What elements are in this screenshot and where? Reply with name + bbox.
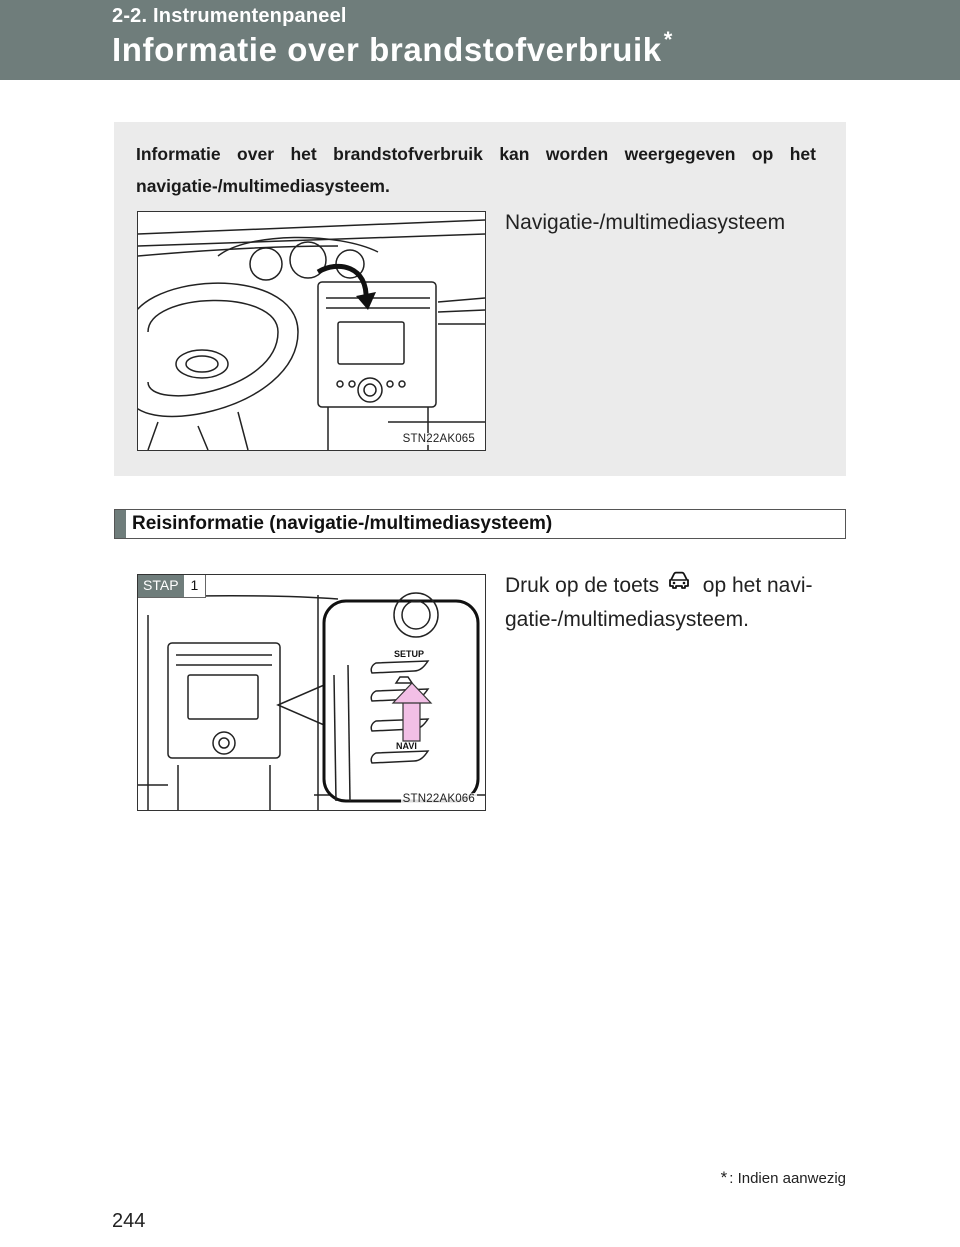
subsection-header (114, 509, 846, 539)
figure-caption: Navigatie-/multimediasysteem (505, 211, 786, 234)
page-header (0, 0, 960, 80)
step-text-after: op het navi-gatie-/multimediasysteem. (505, 574, 813, 632)
figure-code: STN22AK065 (402, 433, 475, 445)
footnote (721, 1168, 846, 1188)
subsection-title: Reisinformatie (navigatie-/multimediasysteem) (132, 513, 553, 534)
page-title-text: Informatie over brandstofverbruik (112, 31, 662, 68)
step-illustration (137, 574, 486, 811)
setup-label: SETUP (394, 649, 425, 659)
step-badge-label: STAP (138, 575, 184, 597)
car-icon (667, 567, 691, 601)
step-badge (138, 575, 206, 598)
intro-text: Informatie over het brandstofverbruik kan worden weergegeven op het navigatie-/multimediasysteem. (136, 144, 816, 196)
footnote-text: : Indien aanwezig (729, 1170, 846, 1187)
step-instruction (505, 569, 845, 637)
dashboard-illustration (137, 211, 486, 451)
footnote-asterisk: * (720, 1168, 728, 1187)
figure-code: STN22AK066 (402, 793, 475, 805)
console-drawing (138, 575, 485, 810)
section-label: 2-2. Instrumentenpaneel (112, 5, 347, 27)
subsection-marker (115, 510, 126, 538)
page-title (112, 27, 673, 69)
step-text-before: Druk op de toets (505, 574, 660, 597)
dashboard-drawing (138, 212, 485, 450)
title-asterisk: * (663, 27, 673, 52)
page-number: 244 (112, 1210, 146, 1232)
navi-label: NAVI (396, 741, 417, 751)
step-badge-number: 1 (184, 575, 206, 597)
